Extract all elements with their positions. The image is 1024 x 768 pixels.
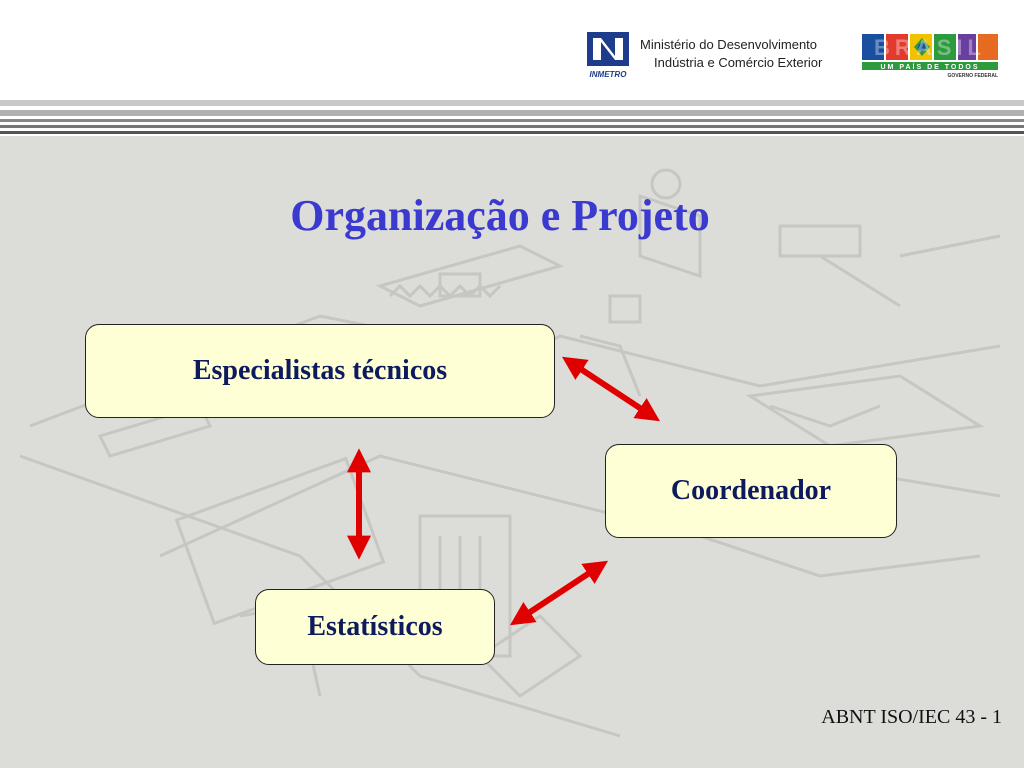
brasil-tagline: UM PAÍS DE TODOS (880, 64, 980, 71)
header-rules (0, 100, 1024, 136)
estatisticos-label: Estatísticos (307, 611, 443, 642)
inmetro-label: INMETRO (589, 70, 627, 79)
arrow-coordenador-estatisticos (518, 566, 600, 620)
slide (0, 136, 1024, 768)
rule (0, 100, 1024, 106)
especialistas-label: Especialistas técnicos (192, 355, 448, 386)
rule (0, 125, 1024, 128)
coordenador-label: Coordenador (670, 475, 832, 506)
brasil-logo (860, 30, 1000, 80)
ministry-line-1: Ministério do Desenvolvimento (640, 37, 818, 52)
ministry-line-2: Indústria e Comércio Exterior (654, 55, 823, 70)
arrow-especialistas-coordenador (570, 362, 652, 416)
rule (0, 131, 1024, 134)
header (0, 0, 1024, 100)
brasil-subtag: GOVERNO FEDERAL (947, 73, 998, 79)
slide-title: Organização e Projeto (290, 191, 710, 240)
rule (0, 119, 1024, 122)
rule (0, 110, 1024, 116)
ministry-name (640, 36, 822, 72)
slide-footer: ABNT ISO/IEC 43 - 1 (821, 706, 1002, 728)
relationship-arrows (0, 136, 1024, 768)
inmetro-logo (585, 30, 631, 80)
brasil-word: BRASIL (874, 35, 986, 60)
